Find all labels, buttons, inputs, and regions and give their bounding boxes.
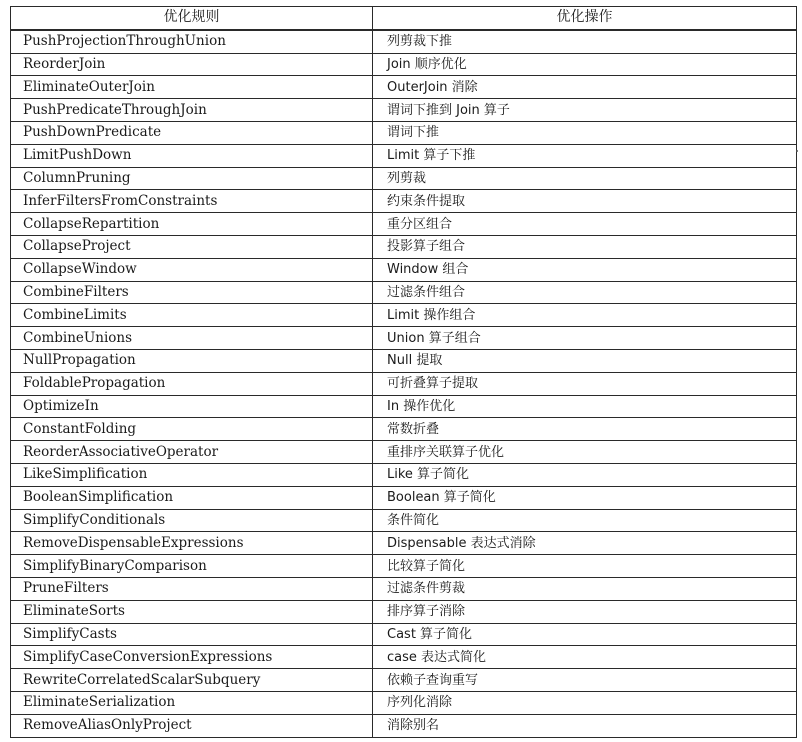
table-row [11,714,797,737]
rule-name-cell: SimplifyCaseConversionExpressions [11,646,373,669]
operation-cell: case 表达式简化 [373,646,797,669]
table-row [11,555,797,578]
table-row [11,600,797,623]
table-row [11,144,797,167]
table-row [11,509,797,532]
operation-cell: Limit 操作组合 [373,304,797,327]
rule-name-cell: EliminateSorts [11,600,373,623]
table-row [11,213,797,236]
rule-name-cell: OptimizeIn [11,395,373,418]
rule-name-cell: PushProjectionThroughUnion [11,30,373,53]
operation-cell: In 操作优化 [373,395,797,418]
operation-cell: OuterJoin 消除 [373,76,797,99]
operation-cell: 条件简化 [373,509,797,532]
operation-cell: Like 算子简化 [373,463,797,486]
operation-cell: Dispensable 表达式消除 [373,532,797,555]
optimization-rules-table-container [10,6,796,738]
rule-name-cell: CombineLimits [11,304,373,327]
rule-name-cell: ReorderAssociativeOperator [11,441,373,464]
operation-cell: 投影算子组合 [373,235,797,258]
table-row [11,190,797,213]
table-body [11,30,797,737]
table-row [11,258,797,281]
table-row [11,167,797,190]
operation-cell: 谓词下推到 Join 算子 [373,99,797,122]
operation-cell: 过滤条件组合 [373,281,797,304]
column-header-rule: 优化规则 [11,7,373,30]
table-row [11,691,797,714]
rule-name-cell: CollapseProject [11,235,373,258]
operation-cell: 消除别名 [373,714,797,737]
rule-name-cell: ColumnPruning [11,167,373,190]
table-row [11,327,797,350]
rule-name-cell: SimplifyBinaryComparison [11,555,373,578]
table-row [11,441,797,464]
table-row [11,304,797,327]
operation-cell: 重分区组合 [373,213,797,236]
rule-name-cell: RemoveAliasOnlyProject [11,714,373,737]
rule-name-cell: ReorderJoin [11,53,373,76]
operation-cell: 列剪裁下推 [373,30,797,53]
operation-cell: 比较算子简化 [373,555,797,578]
rule-name-cell: CollapseWindow [11,258,373,281]
rule-name-cell: PushDownPredicate [11,121,373,144]
operation-cell: 序列化消除 [373,691,797,714]
table-row [11,76,797,99]
rule-name-cell: NullPropagation [11,349,373,372]
rule-name-cell: CollapseRepartition [11,213,373,236]
rule-name-cell: BooleanSimplification [11,486,373,509]
table-row [11,235,797,258]
operation-cell: Cast 算子简化 [373,623,797,646]
table-row [11,532,797,555]
operation-cell: 重排序关联算子优化 [373,441,797,464]
table-row [11,30,797,53]
operation-cell: 约束条件提取 [373,190,797,213]
rule-name-cell: CombineFilters [11,281,373,304]
table-row [11,281,797,304]
operation-cell: 可折叠算子提取 [373,372,797,395]
table-row [11,669,797,692]
table-row [11,99,797,122]
rule-name-cell: SimplifyCasts [11,623,373,646]
table-row [11,463,797,486]
rule-name-cell: ConstantFolding [11,418,373,441]
table-row [11,646,797,669]
operation-cell: Null 提取 [373,349,797,372]
rule-name-cell: PruneFilters [11,577,373,600]
rule-name-cell: SimplifyConditionals [11,509,373,532]
rule-name-cell: LikeSimplification [11,463,373,486]
rule-name-cell: CombineUnions [11,327,373,350]
table-header-row [11,7,797,30]
table-row [11,577,797,600]
table-row [11,349,797,372]
rule-name-cell: FoldablePropagation [11,372,373,395]
rule-name-cell: InferFiltersFromConstraints [11,190,373,213]
rule-name-cell: LimitPushDown [11,144,373,167]
operation-cell: Window 组合 [373,258,797,281]
operation-cell: 排序算子消除 [373,600,797,623]
operation-cell: Boolean 算子简化 [373,486,797,509]
table-row [11,486,797,509]
column-header-operation: 优化操作 [373,7,797,30]
table-row [11,372,797,395]
rule-name-cell: EliminateOuterJoin [11,76,373,99]
operation-cell: 谓词下推 [373,121,797,144]
rule-name-cell: PushPredicateThroughJoin [11,99,373,122]
table-row [11,395,797,418]
operation-cell: 过滤条件剪裁 [373,577,797,600]
table-row [11,53,797,76]
operation-cell: 列剪裁 [373,167,797,190]
rule-name-cell: RemoveDispensableExpressions [11,532,373,555]
rule-name-cell: RewriteCorrelatedScalarSubquery [11,669,373,692]
operation-cell: 依赖子查询重写 [373,669,797,692]
rule-name-cell: EliminateSerialization [11,691,373,714]
table-row [11,623,797,646]
operation-cell: Union 算子组合 [373,327,797,350]
operation-cell: Join 顺序优化 [373,53,797,76]
optimization-rules-table [10,6,797,738]
operation-cell: 常数折叠 [373,418,797,441]
table-row [11,418,797,441]
table-row [11,121,797,144]
scan-speck [796,150,798,152]
operation-cell: Limit 算子下推 [373,144,797,167]
